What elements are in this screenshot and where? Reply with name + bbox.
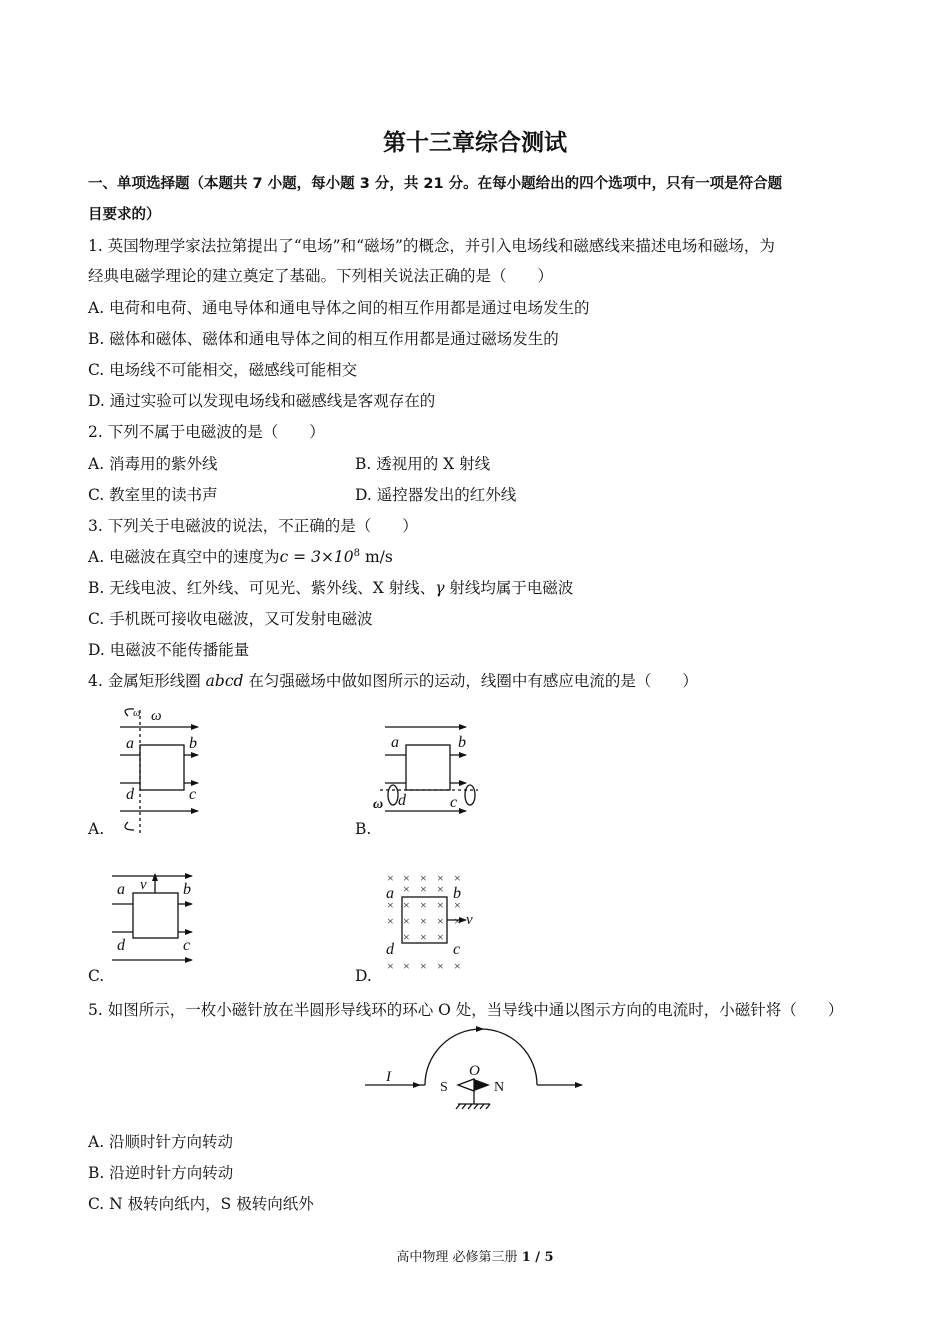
q2-option-b: B. 透视用的 X 射线: [355, 455, 491, 473]
q3-speed-exponent: 8: [353, 547, 361, 559]
q3-stem: 3. 下列关于电磁波的说法，不正确的是（ ）: [88, 517, 418, 535]
field-cross-mark: ×: [387, 898, 394, 912]
q4d-label-d: d: [386, 941, 394, 958]
q5-option-a: A. 沿顺时针方向转动: [88, 1133, 234, 1151]
q1-option-b: B. 磁体和磁体、磁体和通电导体之间的相互作用都是通过磁场发生的: [88, 330, 559, 348]
field-cross-mark: ×: [437, 871, 444, 885]
field-cross-mark: ×: [420, 898, 427, 912]
field-cross-mark: ×: [403, 914, 410, 928]
q4-option-c: C.: [88, 967, 105, 985]
q4c-velocity-label: v: [140, 877, 147, 893]
q3-option-b-text: B. 无线电波、红外线、可见光、紫外线、X 射线、: [88, 579, 436, 597]
field-cross-mark: ×: [387, 871, 394, 885]
q5-stem: 5. 如图所示，一枚小磁针放在半圆形导线环的环心 O 处，当导线中通以图示方向的电流时，小磁针将（ ）: [88, 1001, 844, 1019]
field-cross-mark: ×: [454, 898, 461, 912]
q4a-label-b: b: [189, 735, 197, 752]
q2-stem: 2. 下列不属于电磁波的是（ ）: [88, 423, 325, 441]
q5-option-c: C. N 极转向纸内，S 极转向纸外: [88, 1195, 314, 1213]
field-cross-mark: ×: [437, 882, 444, 896]
q4a-rotation-symbol: ω: [133, 707, 141, 719]
footer-page-number: 1 / 5: [521, 1250, 554, 1265]
q4d-label-c: c: [453, 941, 461, 958]
field-cross-mark: ×: [403, 871, 410, 885]
q2-option-a: A. 消毒用的紫外线: [88, 455, 218, 473]
q4c-label-d: d: [117, 937, 125, 954]
q1-stem-line2: 经典电磁学理论的建立奠定了基础。下列相关说法正确的是（ ）: [88, 267, 554, 285]
field-cross-mark: ×: [420, 882, 427, 896]
q4b-label-b: b: [458, 734, 466, 751]
q4c-label-a: a: [117, 881, 125, 898]
q4-option-d: D.: [355, 967, 372, 985]
q1-option-a: A. 电荷和电荷、通电导体和通电导体之间的相互作用都是通过电场发生的: [88, 299, 590, 317]
q4c-label-c: c: [183, 937, 191, 954]
q3-option-d: D. 电磁波不能传播能量: [88, 641, 250, 659]
field-cross-mark: ×: [403, 882, 410, 896]
q5-south-pole-label: S: [440, 1080, 448, 1095]
field-cross-mark: ×: [454, 871, 461, 885]
q4-figure-b: [373, 727, 478, 812]
q3-speed-unit: m/s: [360, 548, 393, 566]
field-cross-mark: ×: [437, 930, 444, 944]
section-heading-line2: 目要求的）: [88, 207, 161, 223]
q1-option-d: D. 通过实验可以发现电场线和磁感线是客观存在的: [88, 392, 436, 410]
field-cross-mark: ×: [387, 914, 394, 928]
q4a-label-c: c: [189, 786, 197, 803]
q4b-label-c: c: [450, 794, 458, 811]
q5-north-pole-label: N: [494, 1080, 505, 1095]
q5-center-label: O: [469, 1063, 480, 1079]
field-cross-mark: ×: [437, 959, 444, 973]
page-footer: [0, 1246, 950, 1265]
field-cross-mark: ×: [437, 914, 444, 928]
q4-figure-d: [386, 871, 473, 973]
q3-option-b-tail: 射线均属于电磁波: [444, 579, 574, 597]
page-title: 第十三章综合测试: [383, 130, 567, 156]
field-cross-mark: ×: [420, 914, 427, 928]
q4d-velocity-label: v: [466, 912, 473, 928]
q4a-label-a: a: [126, 735, 134, 752]
field-cross-mark: ×: [387, 959, 394, 973]
field-cross-mark: ×: [420, 930, 427, 944]
field-cross-mark: ×: [454, 914, 461, 928]
q2-option-d: D. 遥控器发出的红外线: [355, 486, 517, 504]
field-cross-mark: ×: [403, 959, 410, 973]
q4-figure-a: [120, 707, 198, 835]
q4-coil-name: abcd: [205, 672, 244, 690]
q5-figure: [365, 1029, 582, 1109]
q4d-label-b: b: [453, 885, 461, 902]
q4-option-a: A.: [88, 820, 105, 838]
q4a-omega-label: ω: [151, 708, 162, 724]
section-heading-line1: 一、单项选择题（本题共 7 小题，每小题 3 分，共 21 分。在每小题给出的四个选项中，只有一项是符合题: [88, 176, 783, 192]
q4b-omega-label: ω: [373, 797, 384, 812]
q4b-label-a: a: [391, 734, 399, 751]
field-cross-mark: ×: [420, 871, 427, 885]
q4d-label-a: a: [386, 885, 394, 902]
q5-current-label: I: [386, 1069, 391, 1085]
field-cross-mark: ×: [403, 898, 410, 912]
q4c-label-b: b: [183, 881, 191, 898]
q1-option-c: C. 电场线不可能相交，磁感线可能相交: [88, 361, 358, 379]
footer-text: 高中物理 必修第三册: [396, 1250, 522, 1265]
field-cross-mark: ×: [403, 930, 410, 944]
q5-option-b: B. 沿逆时针方向转动: [88, 1164, 234, 1182]
q4-stem-tail: 在匀强磁场中做如图所示的运动，线圈中有感应电流的是（ ）: [243, 672, 698, 690]
q2-option-c: C. 教室里的读书声: [88, 486, 218, 504]
field-cross-mark: ×: [437, 898, 444, 912]
q4-option-b: B.: [355, 820, 372, 838]
q1-stem-line1: 1. 英国物理学家法拉第提出了“电场”和“磁场”的概念，并引入电场线和磁感线来描述电场和磁场，为: [88, 237, 775, 255]
q4-figure-c: [112, 874, 192, 960]
field-cross-mark: ×: [420, 959, 427, 973]
q3-speed-formula: c = 3×10: [279, 548, 354, 566]
q4b-label-d: d: [398, 792, 406, 809]
field-cross-mark: ×: [454, 959, 461, 973]
q3-option-a-text: A. 电磁波在真空中的速度为: [88, 548, 280, 566]
q3-option-c: C. 手机既可接收电磁波，又可发射电磁波: [88, 610, 373, 628]
q3-gamma-symbol: γ: [435, 579, 445, 597]
q4-stem-text: 4. 金属矩形线圈: [88, 672, 206, 690]
q4a-label-d: d: [126, 786, 134, 803]
